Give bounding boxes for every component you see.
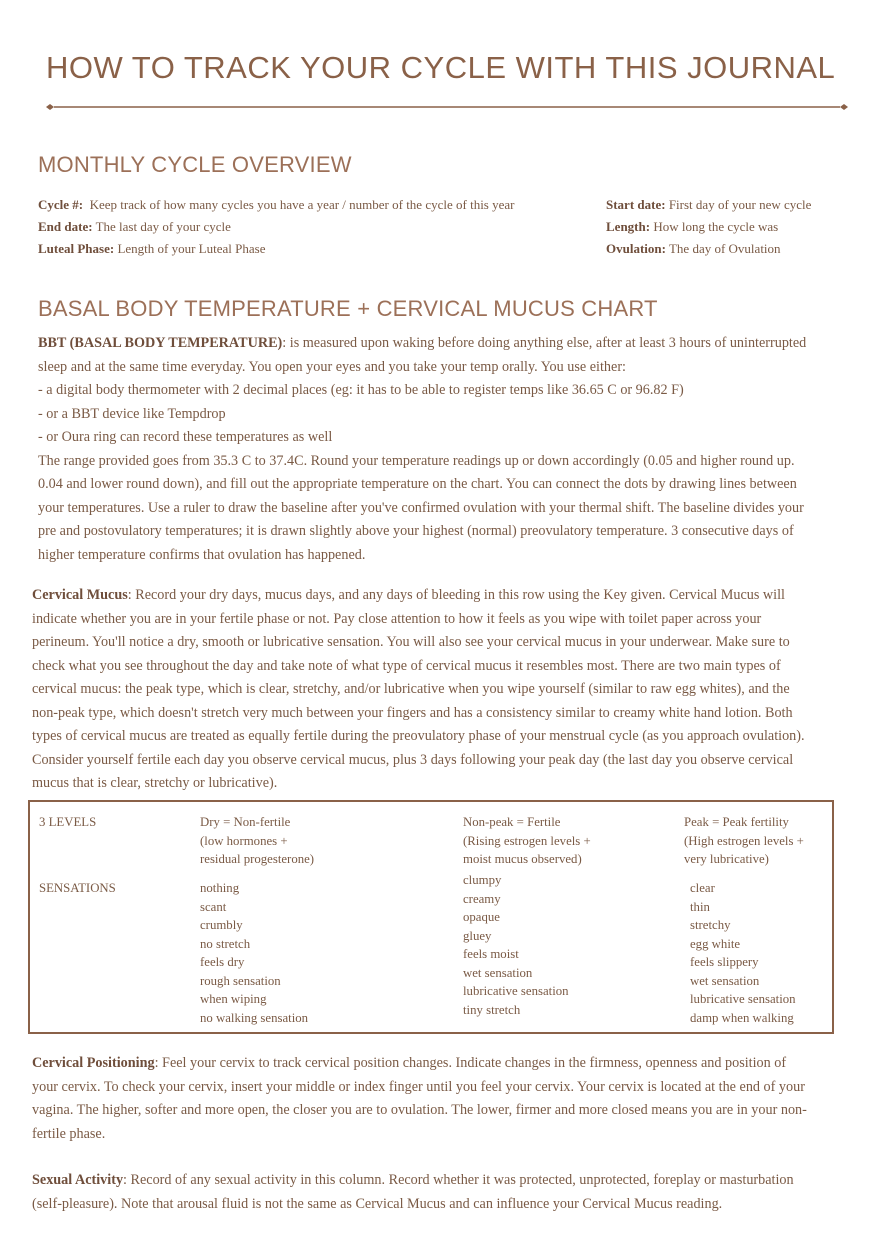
- bbt-label: BBT (BASAL BODY TEMPERATURE): [38, 335, 283, 351]
- overview-right: [606, 194, 811, 260]
- page-title: HOW TO TRACK YOUR CYCLE WITH THIS JOURNAL: [46, 50, 836, 85]
- nonpeak-sensations: clumpy creamy opaque gluey feels moist wet sensation lubricative sensation tiny stretch: [463, 873, 569, 1017]
- mucus-label: Cervical Mucus: [32, 587, 128, 603]
- overview-item: Cycle #: Keep track of how many cycles you have a year / number of the cycle of this year: [38, 197, 515, 212]
- overview-item: End date: The last day of your cycle: [38, 219, 231, 234]
- nonpeak-header: Non-peak = Fertile (Rising estrogen levels + moist mucus observed): [463, 815, 591, 866]
- title-divider: [46, 101, 848, 113]
- positioning-paragraph: Cervical Positioning: Feel your cervix to track cervical position changes. Indicate changes in the firmness, openness and position of your cervix. To check your cervix, insert your middle or index finger until you feel your cervix. Your cervix is located at the end of your vagina. The higher, softer and more open, the closer you are to ovulation. The lower, firmer and more closed means you are in your non- fertile phase.: [32, 1055, 807, 1142]
- overview-item: Start date: First day of your new cycle: [606, 197, 812, 212]
- sexual-activity-label: Sexual Activity: [32, 1172, 124, 1188]
- mucus-paragraph: Cervical Mucus: Record your dry days, mucus days, and any days of bleeding in this row using the Key given. Cervical Mucus will indicate whether you are in your fertile phase or not. Pay close attention to how it feels as you wipe with toilet paper across your perineum. You'll notice a dry, smooth or lubricative sensation. You will also see your cervical mucus in your underwear. Make sure to check what you see throughout the day and take note of what type of cervical mucus it resembles most. There are two main types of cervical mucus: the peak type, which is clear, stretchy, and/or lubricative when you wipe yourself (similar to raw egg whites), and the non-peak type, which doesn't stretch very much between your fingers and has a consistency similar to creamy white hand lotion. Both types of cervical mucus are treated as equally fertile during the preovulatory phase of your menstrual cycle (as you approach ovulation). Consider yourself fertile each day you observe cervical mucus, plus 3 days following your peak day (the last day you observe cervical mucus that is clear, stretchy or lubricative).: [32, 587, 805, 791]
- overview-heading: MONTHLY CYCLE OVERVIEW: [38, 152, 352, 177]
- dry-sensations: nothing scant crumbly no stretch feels dry rough sensation when wiping no walking sensation: [200, 881, 309, 1025]
- overview-item: Length: How long the cycle was: [606, 219, 779, 234]
- bbt-paragraph: BBT (BASAL BODY TEMPERATURE): is measured upon waking before doing anything else, after at least 3 hours of uninterrupted sleep and at the same time everyday. You open your eyes and you take your temp orally. You use either: - a digital body thermometer with 2 decimal places (eg: it has to be able to register temps like 36.65 C or 96.82 F) - or a BBT device like Tempdrop - or Oura ring can record these temperatures as well The range provided goes from 35.3 C to 37.4C. Round your temperature readings up or down accordingly (0.05 and higher round up. 0.04 and lower round down), and fill out the appropriate temperature on the chart. You can connect the dots by drawing lines between your temperatures. Use a ruler to draw the baseline after you've confirmed ovulation with your thermal shift. The baseline divides your pre and postovulatory temperatures; it is drawn slightly above your highest (normal) preovulatory temperature. 3 consecutive days of higher temperature confirms that ovulation has happened.: [38, 335, 807, 563]
- peak-sensations: clear thin stretchy egg white feels slippery wet sensation lubricative sensation damp when walking: [690, 881, 796, 1025]
- overview-item: Luteal Phase: Length of your Luteal Phase: [38, 241, 266, 256]
- overview-item: Ovulation: The day of Ovulation: [606, 241, 781, 256]
- overview-left: [38, 194, 514, 260]
- levels-table: [28, 800, 834, 1034]
- sensations-label: SENSATIONS: [39, 881, 116, 895]
- levels-label: 3 LEVELS: [39, 815, 97, 829]
- peak-header: Peak = Peak fertility (High estrogen levels + very lubricative): [684, 815, 804, 866]
- positioning-label: Cervical Positioning: [32, 1055, 155, 1071]
- dry-header: Dry = Non-fertile (low hormones + residual progesterone): [200, 815, 315, 866]
- sexual-activity-paragraph: Sexual Activity: Record of any sexual activity in this column. Record whether it was protected, unprotected, foreplay or masturbation (self-pleasure). Note that arousal fluid is not the same as Cervical Mucus and can influence your Cervical Mucus reading.: [32, 1172, 794, 1212]
- bbt-heading: BASAL BODY TEMPERATURE + CERVICAL MUCUS CHART: [38, 296, 658, 321]
